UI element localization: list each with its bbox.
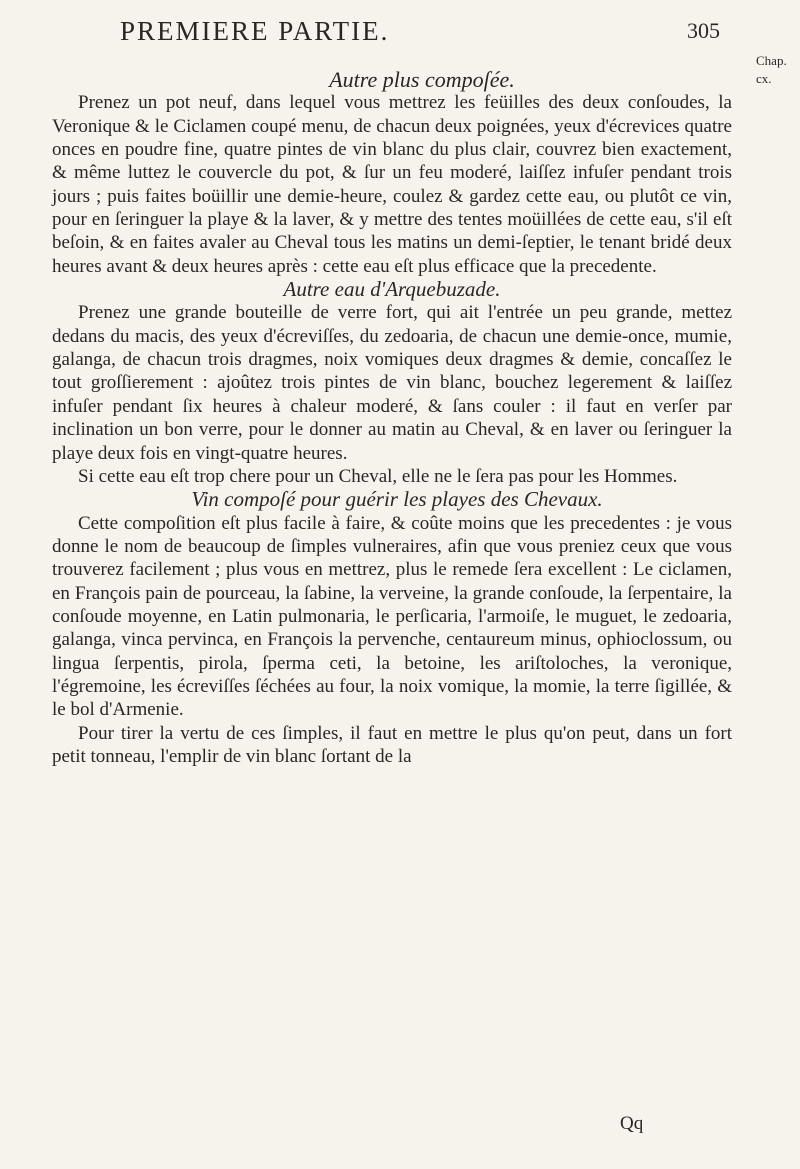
chapter-margin-note bbox=[756, 52, 800, 88]
part-title: PREMIERE PARTIE. bbox=[120, 16, 390, 46]
chapter-number: cx. bbox=[756, 71, 772, 86]
paragraph: Cette compoſition eſt plus facile à faire, & coûte moins que les precedentes : je vous donne le nom de beaucoup de ſimples vulneraires, afin que vous preniez ceux que vous trouverez facilement ; plus vous en mettrez, plus le remede ſera excellent : Le ciclamen, en François pain de pourceau, la ſabine, la verveine, la grande conſoude, la ſerpentaire, la conſoude moyenne, en Latin pulmonaria, le perſicaria, l'armoiſe, le muguet, le zedoaria, galanga, vinca pervinca, en François la pervenche, centaureum minus, ophioclossum, ou lingua ſerpentis, pirola, ſperma ceti, la betoine, les ariſtoloches, la veronique, l'égremoine, les écreviſſes ſéchées au four, la noix vomique, la momie, la terre ſigillée, & le bol d'Armenie. bbox=[52, 512, 732, 721]
paragraph: Prenez un pot neuf, dans lequel vous mettrez les feüilles des deux conſoudes, la Veronique & le Ciclamen coupé menu, de chacun deux poignées, yeux d'écrevices quatre onces en poudre fine, quatre pintes de vin blanc du plus clair, couvrez bien exactement, & même luttez le couvercle du pot, & ſur un feu moderé, laiſſez infuſer pendant trois jours ; puis faites boüillir une demie-heure, coulez & gardez cette eau, ou plutôt ce vin, pour en ſeringuer la playe & la laver, & y mettre des tentes moüillées de cette eau, s'il eſt beſoin, & en faites avaler au Cheval tous les matins un demi-ſeptier, le tenant bridé deux heures avant & deux heures après : cette eau eſt plus efficace que la precedente. bbox=[52, 92, 732, 277]
body-text bbox=[52, 68, 732, 768]
section-heading: Autre plus compoſée. bbox=[329, 67, 515, 92]
section-heading: Autre eau d'Arquebuzade. bbox=[283, 277, 501, 302]
catchword: Qq bbox=[620, 1113, 644, 1134]
paragraph: Pour tirer la vertu de ces ſimples, il faut en mettre le plus qu'on peut, dans un fort petit tonneau, l'emplir de vin blanc ſortant de la bbox=[52, 722, 732, 767]
paragraph: Prenez une grande bouteille de verre fort, qui ait l'entrée un peu grande, mettez dedans du macis, des yeux d'écreviſſes, du zedoaria, de chacun une demie-once, mumie, galanga, de chacun trois dragmes, noix vomiques deux dragmes & demie, concaſſez le tout groſſierement : ajoûtez trois pintes de vin blanc, bouchez legerement & laiſſez infuſer pendant ſix heures à chaleur moderé, & ſans couler : il faut en verſer par inclination un bon verre, pour le donner au matin au Cheval, & en laver ou ſeringuer la playe deux fois en vingt-quatre heures. bbox=[52, 302, 732, 464]
running-header bbox=[120, 16, 720, 56]
page-number: 305 bbox=[687, 18, 720, 43]
paragraph: Si cette eau eſt trop chere pour un Cheval, elle ne le ſera pas pour les Hommes. bbox=[78, 465, 678, 487]
chapter-label: Chap. bbox=[756, 53, 787, 68]
section-heading: Vin compoſé pour guérir les playes des Chevaux. bbox=[191, 487, 603, 512]
